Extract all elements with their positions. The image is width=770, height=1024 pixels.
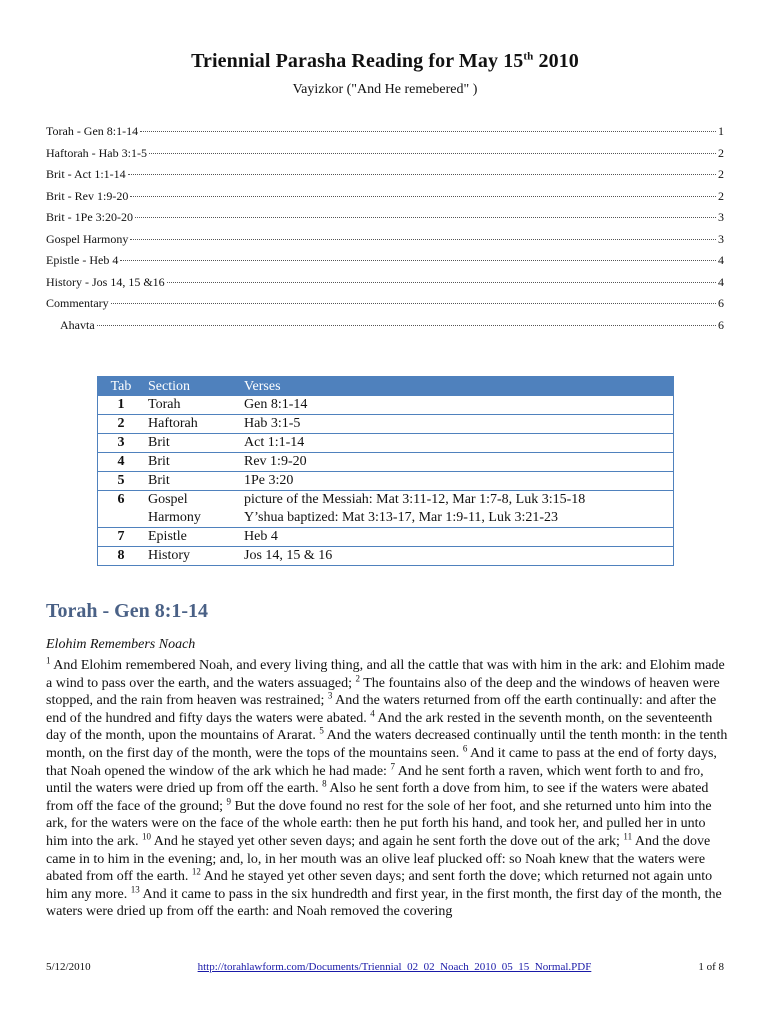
toc-label: History - Jos 14, 15 &16 xyxy=(46,274,165,289)
footer-page-number: 1 of 8 xyxy=(698,961,724,973)
table-row xyxy=(98,472,674,491)
verse-text: And he stayed yet other seven days; and again he sent forth the dove out of the ark; xyxy=(153,833,620,849)
verse-text: Also he sent forth a dove from him, to see if the waters were abated from off the face of the ground; xyxy=(46,781,709,814)
toc-page-number: 4 xyxy=(718,253,724,267)
verse-text: But the dove found no rest for the sole of her foot, and she returned unto him into the ark, for the waters were on the face of the whole earth: then he put forth his hand, and took her, and pulled her in unto him into the ark. xyxy=(46,798,712,849)
verses-cell: 1Pe 3:20 xyxy=(240,472,674,491)
section-cell: Epistle xyxy=(144,528,240,547)
verse-text: And the ark rested in the seventh month, on the seventeenth day of the month, upon the mountains of Ararat. xyxy=(46,710,713,744)
toc-leader xyxy=(120,260,716,261)
verses-cell: Gen 8:1-14 xyxy=(240,396,674,415)
tab-cell: 1 xyxy=(98,396,145,415)
toc-leader xyxy=(97,325,716,326)
verses-cell: Jos 14, 15 & 16 xyxy=(240,547,674,566)
toc-label: Brit - Rev 1:9-20 xyxy=(46,188,129,203)
section-cell xyxy=(144,491,240,528)
toc-entry[interactable] xyxy=(46,275,724,297)
toc-label: Haftorah - Hab 3:1-5 xyxy=(46,145,147,160)
toc-entry[interactable] xyxy=(46,189,724,211)
section-cell: Haftorah xyxy=(144,415,240,434)
footer-link[interactable]: http://torahlawform.com/Documents/Triennial_02_02_Noach_2010_05_15_Normal.PDF xyxy=(197,961,592,973)
verse-number: 5 xyxy=(319,725,324,736)
toc-page-number: 6 xyxy=(718,317,724,332)
toc-entry[interactable] xyxy=(46,146,724,168)
verse-number: 10 xyxy=(142,831,152,842)
toc-leader xyxy=(167,282,716,283)
verses-cell xyxy=(240,491,674,528)
toc-entry[interactable] xyxy=(46,296,724,318)
page-title xyxy=(0,50,770,73)
verses-line: Y’shua baptized: Mat 3:13-17, Mar 1:9-11, Luk 3:21-23 xyxy=(244,510,559,525)
toc-entry[interactable] xyxy=(46,124,724,146)
tab-cell: 2 xyxy=(98,415,145,434)
toc-page-number: 6 xyxy=(718,296,724,310)
toc-entry[interactable] xyxy=(46,253,724,275)
subheading: Elohim Remembers Noach xyxy=(46,637,196,652)
toc-page-number: 2 xyxy=(718,167,724,181)
section-cell: History xyxy=(144,547,240,566)
verses-cell: Heb 4 xyxy=(240,528,674,547)
toc-leader xyxy=(130,239,716,240)
toc-leader xyxy=(140,131,716,132)
toc-leader xyxy=(135,217,716,218)
verse-number: 13 xyxy=(130,884,140,895)
verse-number: 4 xyxy=(370,708,375,719)
title-year: 2010 xyxy=(533,50,579,72)
verse-number: 12 xyxy=(191,866,201,877)
verse-text: And Elohim remembered Noah, and every living thing, and all the cattle that was with him in the ark: and Elohim made a wind to pass over the earth, and the waters assuaged; xyxy=(46,658,725,691)
toc-entry[interactable] xyxy=(46,210,724,232)
toc-entry[interactable] xyxy=(46,232,724,254)
title-text: Triennial Parasha Reading for May 15 xyxy=(191,50,524,72)
toc-leader xyxy=(149,153,716,154)
section-cell: Brit xyxy=(144,453,240,472)
table-of-contents xyxy=(46,124,724,339)
section-cell: Brit xyxy=(144,472,240,491)
verse-number: 2 xyxy=(355,672,360,683)
toc-label: Epistle - Heb 4 xyxy=(46,253,119,267)
verse-text: The fountains also of the deep and the windows of heaven were stopped, and the rain from heaven was restrained; xyxy=(46,675,720,709)
tab-cell: 8 xyxy=(98,547,145,566)
verses-line: picture of the Messiah: Mat 3:11-12, Mar 1:7-8, Luk 3:15-18 xyxy=(244,492,586,507)
section-line: Gospel xyxy=(148,492,188,507)
verse-number: 11 xyxy=(623,831,633,842)
title-superscript: th xyxy=(523,50,534,63)
verse-text: And it came to pass at the end of forty days, that Noah opened the window of the ark which he had made: xyxy=(46,745,717,779)
tab-cell: 6 xyxy=(98,491,145,528)
column-header-section: Section xyxy=(144,377,240,397)
verse-number: 7 xyxy=(390,760,395,771)
toc-page-number: 4 xyxy=(718,274,724,289)
tab-cell: 7 xyxy=(98,528,145,547)
toc-page-number: 2 xyxy=(718,188,724,203)
toc-entry[interactable] xyxy=(46,167,724,189)
verses-cell: Hab 3:1-5 xyxy=(240,415,674,434)
toc-page-number: 3 xyxy=(718,231,724,246)
verse-text: And the waters decreased continually until the tenth month: in the tenth month, on the first day of the month, were the tops of the mountains seen. xyxy=(46,728,728,761)
toc-label: Gospel Harmony xyxy=(46,231,129,246)
table-header-row xyxy=(98,377,674,397)
scripture-text xyxy=(46,657,730,921)
tab-cell: 4 xyxy=(98,453,145,472)
verse-number: 1 xyxy=(46,655,51,666)
verse-number: 9 xyxy=(226,796,232,807)
toc-page-number: 2 xyxy=(718,145,724,160)
toc-page-number: 3 xyxy=(718,210,724,224)
toc-label: Brit - 1Pe 3:20-20 xyxy=(46,210,133,224)
verses-cell: Rev 1:9-20 xyxy=(240,453,674,472)
table-row xyxy=(98,547,674,566)
section-line: Harmony xyxy=(148,510,201,525)
toc-label: Torah - Gen 8:1-14 xyxy=(46,124,139,138)
toc-label: Ahavta xyxy=(60,317,95,332)
toc-leader xyxy=(111,303,716,304)
toc-entry[interactable] xyxy=(46,318,724,340)
section-heading: Torah - Gen 8:1-14 xyxy=(46,600,209,622)
table-row xyxy=(98,528,674,547)
toc-label: Brit - Act 1:1-14 xyxy=(46,167,126,181)
table-row xyxy=(98,434,674,453)
verse-number: 6 xyxy=(462,743,468,754)
column-header-verses: Verses xyxy=(240,377,674,397)
column-header-tab: Tab xyxy=(98,377,145,397)
verses-cell: Act 1:1-14 xyxy=(240,434,674,453)
footer-date: 5/12/2010 xyxy=(46,961,91,973)
section-cell: Brit xyxy=(144,434,240,453)
tab-cell: 3 xyxy=(98,434,145,453)
verse-text: And it came to pass in the six hundredth and first year, in the first month, the first day of the month, the waters were dried up from off the earth: and Noah removed the covering xyxy=(46,886,722,920)
tab-cell: 5 xyxy=(98,472,145,491)
verse-text: And he sent forth a raven, which went forth to and fro, until the waters were dried up from off the earth. xyxy=(46,763,704,797)
toc-label: Commentary xyxy=(46,296,109,310)
page-subtitle: Vayizkor ("And He remebered" ) xyxy=(292,82,478,97)
toc-page-number: 1 xyxy=(718,124,724,138)
page-footer xyxy=(46,961,724,973)
table-row xyxy=(98,396,674,415)
verse-number: 8 xyxy=(322,778,327,789)
verse-number: 3 xyxy=(327,690,333,701)
verse-text: And he stayed yet other seven days; and sent forth the dove; which returned not again unto him any more. xyxy=(46,869,713,902)
toc-leader xyxy=(128,174,716,175)
toc-leader xyxy=(130,196,716,197)
reading-schedule-table xyxy=(97,376,674,566)
table-row xyxy=(98,453,674,472)
verse-text: And the waters returned from off the earth continually: and after the end of the hundred and fifty days the waters were abated. xyxy=(46,693,717,726)
table-row xyxy=(98,491,674,528)
table-row xyxy=(98,415,674,434)
verse-text: And the dove came in to him in the evening; and, lo, in her mouth was an olive leaf plucked off: so Noah knew that the waters were abated from off the earth. xyxy=(46,833,711,885)
section-cell: Torah xyxy=(144,396,240,415)
